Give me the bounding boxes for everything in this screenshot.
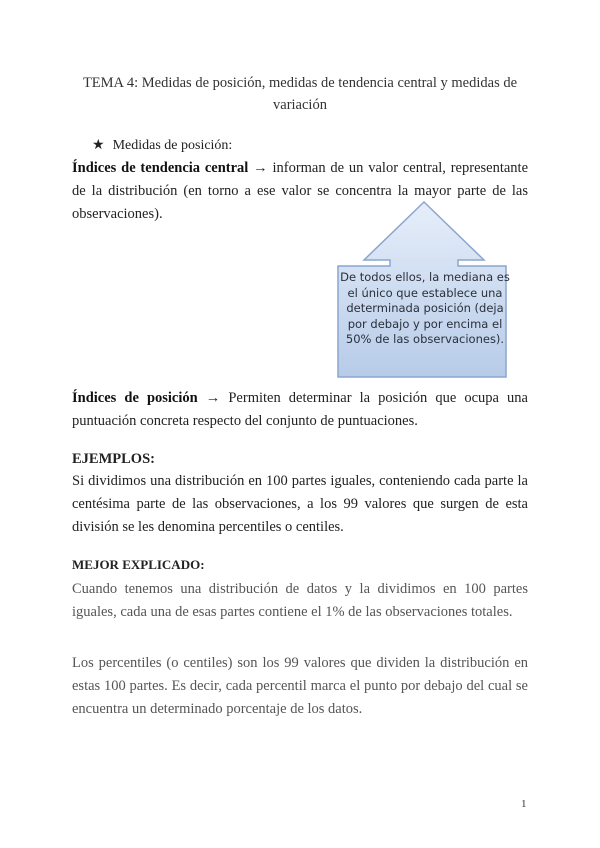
arrow-icon: → (197, 390, 229, 406)
position-paragraph (72, 387, 528, 433)
mejor-paragraph-1: Cuando tenemos una distribución de datos y la dividimos en 100 partes iguales, cada una de esas partes contiene el 1% de las observaciones totales. (72, 581, 528, 620)
position-text: Permiten determinar la posición que ocupa una puntuación concreta respecto del conjunto de puntuaciones. (72, 390, 528, 429)
bullet-text: Medidas de posición: (112, 138, 233, 153)
position-term: Índices de posición (72, 390, 198, 406)
page-title: TEMA 4: Medidas de posición, medidas de tendencia central y medidas de variación (82, 75, 518, 113)
mejor-paragraph-2: Los percentiles (o centiles) son los 99 valores que dividen la distribución en estas 100 partes. Es decir, cada percentil marca el punto por debajo del cual se encuentra un determinado porcentaje de los datos. (72, 655, 528, 717)
page-number: 1 (521, 798, 527, 810)
central-tendency-term: Índices de tendencia central (72, 160, 249, 176)
callout-text: De todos ellos, la mediana es el único que establece una determinada posición (deja por debajo y por encima el 50% de las observaciones). (340, 270, 510, 346)
ejemplos-paragraph: Si dividimos una distribución en 100 partes iguales, conteniendo cada parte la centésima parte de las observaciones, a los 99 valores que surgen de esta división se les denomina percentiles o centiles. (72, 473, 528, 535)
star-icon: ★ (92, 138, 105, 153)
bullet-item (92, 137, 232, 154)
central-tendency-text: informan de un valor central, representante de la distribución (en torno a ese valor se concentra la mayor parte de las observaciones). (72, 160, 529, 222)
arrow-icon: → (248, 160, 273, 176)
mejor-explicado-heading: MEJOR EXPLICADO: (72, 557, 205, 572)
ejemplos-heading: EJEMPLOS: (72, 451, 155, 467)
